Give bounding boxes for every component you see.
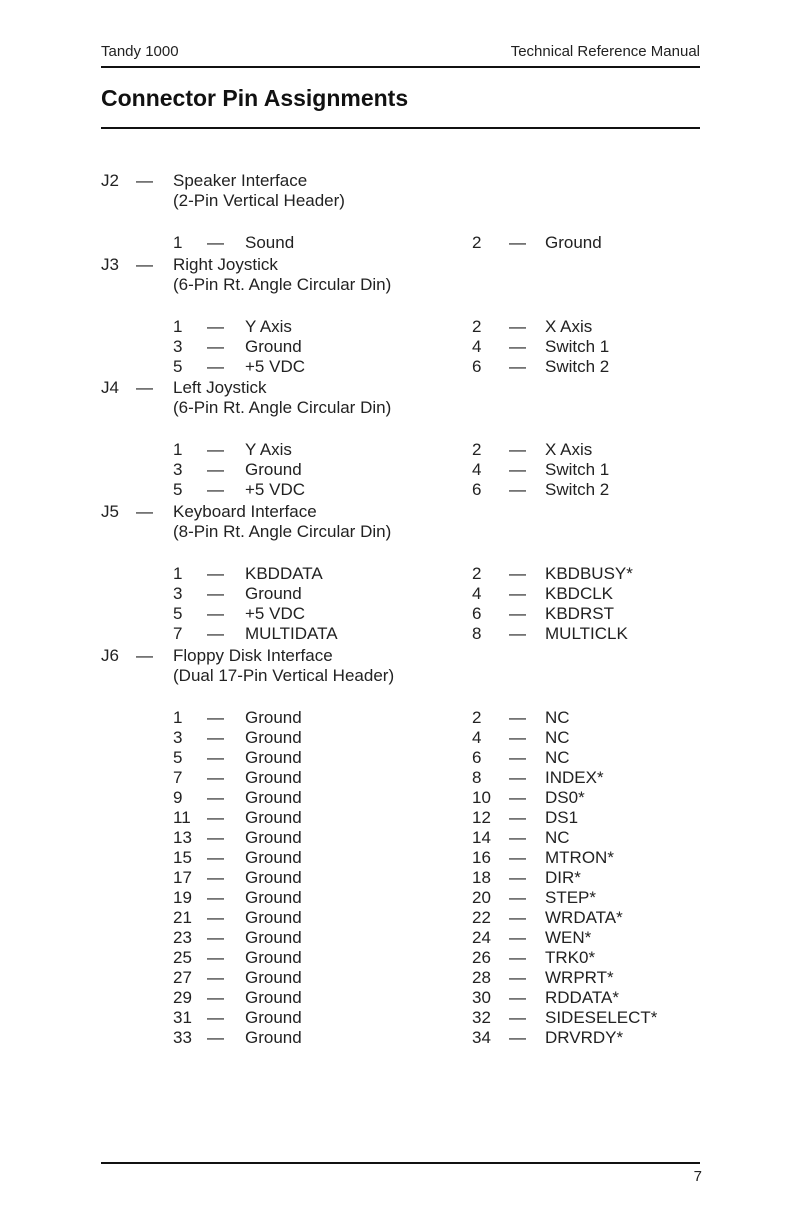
dash: — (509, 357, 526, 376)
page-number: 7 (693, 1168, 702, 1185)
pin-signal: Ground (245, 908, 302, 927)
pin-number: 23 (173, 928, 192, 947)
pin-signal: MULTIDATA (245, 624, 338, 643)
pin-number: 31 (173, 1008, 192, 1027)
pin-number: 1 (173, 440, 183, 459)
pin-signal: NC (545, 708, 570, 727)
pin-number: 29 (173, 988, 192, 1007)
connector-name: Floppy Disk Interface (173, 646, 333, 665)
dash: — (207, 233, 224, 252)
pin-number: 28 (472, 968, 491, 987)
pin-signal: Y Axis (245, 317, 292, 336)
dash: — (509, 1028, 526, 1047)
pin-signal: DIR* (545, 868, 581, 887)
dash: — (509, 564, 526, 583)
pin-number: 22 (472, 908, 491, 927)
pin-number: 2 (472, 317, 482, 336)
pin-number: 14 (472, 828, 491, 847)
running-header-right: Technical Reference Manual (510, 43, 700, 60)
pin-signal: INDEX* (545, 768, 604, 787)
pin-signal: Ground (245, 848, 302, 867)
connector-description: (Dual 17-Pin Vertical Header) (173, 666, 395, 685)
header-rule (101, 66, 700, 68)
dash: — (207, 460, 224, 479)
dash: — (509, 460, 526, 479)
dash: — (207, 968, 224, 987)
connector-name: Speaker Interface (173, 171, 308, 190)
connector-description: (6-Pin Rt. Angle Circular Din) (173, 275, 392, 294)
pin-number: 27 (173, 968, 192, 987)
pin-signal: NC (545, 748, 570, 767)
pin-number: 7 (173, 624, 183, 643)
dash: — (509, 708, 526, 727)
pin-number: 3 (173, 337, 183, 356)
pin-signal: Ground (245, 708, 302, 727)
connector-id: J3 (101, 255, 119, 274)
connector-description: (6-Pin Rt. Angle Circular Din) (173, 398, 392, 417)
connector-id: J4 (101, 378, 119, 397)
dash: — (509, 748, 526, 767)
pin-number: 4 (472, 728, 482, 747)
dash: — (509, 440, 526, 459)
connector-id: J6 (101, 646, 119, 665)
pin-number: 5 (173, 357, 183, 376)
dash: — (207, 768, 224, 787)
dash: — (509, 480, 526, 499)
pin-number: 6 (472, 604, 482, 623)
dash: — (509, 788, 526, 807)
pin-signal: WEN* (545, 928, 592, 947)
pin-number: 1 (173, 708, 183, 727)
pin-signal: DS0* (545, 788, 585, 807)
pin-number: 32 (472, 1008, 491, 1027)
pin-signal: Ground (245, 888, 302, 907)
connector-id: J5 (101, 502, 119, 521)
pin-signal: Ground (245, 1028, 302, 1047)
pin-number: 26 (472, 948, 491, 967)
pin-signal: Ground (245, 728, 302, 747)
dash: — (207, 1008, 224, 1027)
dash: — (136, 646, 153, 665)
dash: — (509, 888, 526, 907)
dash: — (207, 788, 224, 807)
pin-signal: Ground (245, 337, 302, 356)
pin-signal: Switch 2 (545, 357, 610, 376)
pin-signal: Ground (245, 768, 302, 787)
pin-number: 2 (472, 708, 482, 727)
pin-number: 1 (173, 564, 183, 583)
pin-signal: Y Axis (245, 440, 292, 459)
dash: — (136, 378, 153, 397)
dash: — (509, 908, 526, 927)
pin-number: 12 (472, 808, 491, 827)
pin-number: 6 (472, 357, 482, 376)
pin-number: 5 (173, 748, 183, 767)
pin-signal: Ground (245, 584, 302, 603)
pin-number: 21 (173, 908, 192, 927)
pin-number: 8 (472, 768, 482, 787)
dash: — (207, 828, 224, 847)
pin-number: 16 (472, 848, 491, 867)
dash: — (136, 502, 153, 521)
pin-signal: Ground (245, 868, 302, 887)
dash: — (509, 584, 526, 603)
pin-signal: NC (545, 828, 570, 847)
dash: — (207, 728, 224, 747)
pin-signal: Ground (245, 460, 302, 479)
pin-number: 34 (472, 1028, 491, 1047)
dash: — (136, 171, 153, 190)
pin-number: 7 (173, 768, 183, 787)
dash: — (207, 317, 224, 336)
dash: — (207, 848, 224, 867)
connector-name: Keyboard Interface (173, 502, 317, 521)
pin-number: 10 (472, 788, 491, 807)
pin-number: 30 (472, 988, 491, 1007)
dash: — (207, 624, 224, 643)
pin-number: 4 (472, 460, 482, 479)
pin-signal: Ground (245, 748, 302, 767)
pin-signal: MULTICLK (545, 624, 628, 643)
dash: — (509, 624, 526, 643)
pin-number: 25 (173, 948, 192, 967)
dash: — (207, 1028, 224, 1047)
pin-signal: X Axis (545, 317, 593, 336)
dash: — (207, 988, 224, 1007)
dash: — (207, 868, 224, 887)
pin-number: 3 (173, 460, 183, 479)
pin-signal: DS1 (545, 808, 579, 827)
pin-signal: NC (545, 728, 570, 747)
dash: — (509, 988, 526, 1007)
pin-number: 9 (173, 788, 183, 807)
pin-number: 17 (173, 868, 192, 887)
pin-number: 6 (472, 748, 482, 767)
pin-signal: WRDATA* (545, 908, 623, 927)
dash: — (509, 808, 526, 827)
pin-signal: WRPRT* (545, 968, 614, 987)
pin-number: 3 (173, 584, 183, 603)
pin-signal: +5 VDC (245, 357, 305, 376)
pin-number: 4 (472, 584, 482, 603)
dash: — (509, 928, 526, 947)
pin-number: 5 (173, 604, 183, 623)
dash: — (509, 233, 526, 252)
pin-number: 19 (173, 888, 192, 907)
pin-signal: KBDBUSY* (545, 564, 633, 583)
pin-signal: KBDRST (545, 604, 614, 623)
pin-signal: DRVRDY* (545, 1028, 624, 1047)
pin-signal: Switch 2 (545, 480, 610, 499)
dash: — (207, 928, 224, 947)
pin-number: 2 (472, 233, 482, 252)
footer-rule (101, 1162, 700, 1164)
pin-number: 33 (173, 1028, 192, 1047)
pin-signal: Sound (245, 233, 295, 252)
dash: — (207, 888, 224, 907)
pin-number: 1 (173, 317, 183, 336)
pin-number: 6 (472, 480, 482, 499)
pin-number: 11 (173, 808, 191, 827)
connector-name: Left Joystick (173, 378, 267, 397)
connector-description: (8-Pin Rt. Angle Circular Din) (173, 522, 392, 541)
dash: — (207, 440, 224, 459)
pin-signal: Ground (245, 968, 302, 987)
pin-number: 8 (472, 624, 482, 643)
pin-signal: Switch 1 (545, 337, 610, 356)
pin-signal: RDDATA* (545, 988, 619, 1007)
dash: — (207, 808, 224, 827)
connector-id: J2 (101, 171, 119, 190)
running-header-left: Tandy 1000 (101, 43, 179, 60)
dash: — (509, 768, 526, 787)
pin-signal: Ground (245, 948, 302, 967)
dash: — (207, 708, 224, 727)
title-rule (101, 127, 700, 129)
dash: — (509, 948, 526, 967)
dash: — (509, 828, 526, 847)
pin-signal: Ground (245, 988, 302, 1007)
pin-signal: Ground (545, 233, 602, 252)
pin-signal: KBDCLK (545, 584, 614, 603)
pin-number: 18 (472, 868, 491, 887)
dash: — (509, 604, 526, 623)
dash: — (509, 848, 526, 867)
pin-number: 1 (173, 233, 183, 252)
dash: — (207, 480, 224, 499)
dash: — (509, 728, 526, 747)
dash: — (509, 968, 526, 987)
pin-signal: X Axis (545, 440, 593, 459)
pin-signal: +5 VDC (245, 480, 305, 499)
pin-signal: Ground (245, 928, 302, 947)
pin-signal: Ground (245, 788, 302, 807)
pin-number: 13 (173, 828, 192, 847)
dash: — (207, 604, 224, 623)
pin-signal: STEP* (545, 888, 597, 907)
pin-signal: MTRON* (545, 848, 614, 867)
dash: — (207, 357, 224, 376)
pin-signal: Ground (245, 1008, 302, 1027)
pin-number: 5 (173, 480, 183, 499)
pin-number: 20 (472, 888, 491, 907)
connector-name: Right Joystick (173, 255, 278, 274)
pin-number: 4 (472, 337, 482, 356)
pin-signal: Switch 1 (545, 460, 610, 479)
dash: — (207, 584, 224, 603)
pin-signal: TRK0* (545, 948, 596, 967)
pin-signal: Ground (245, 828, 302, 847)
pin-number: 2 (472, 440, 482, 459)
dash: — (207, 908, 224, 927)
pin-number: 3 (173, 728, 183, 747)
pin-signal: Ground (245, 808, 302, 827)
dash: — (207, 564, 224, 583)
dash: — (136, 255, 153, 274)
dash: — (207, 748, 224, 767)
dash: — (207, 948, 224, 967)
dash: — (207, 337, 224, 356)
dash: — (509, 1008, 526, 1027)
pin-number: 15 (173, 848, 192, 867)
pin-number: 24 (472, 928, 491, 947)
dash: — (509, 868, 526, 887)
dash: — (509, 337, 526, 356)
pin-signal: +5 VDC (245, 604, 305, 623)
pin-signal: SIDESELECT* (545, 1008, 658, 1027)
dash: — (509, 317, 526, 336)
page-title: Connector Pin Assignments (101, 85, 409, 111)
pin-signal: KBDDATA (245, 564, 323, 583)
pin-number: 2 (472, 564, 482, 583)
connector-description: (2-Pin Vertical Header) (173, 191, 345, 210)
